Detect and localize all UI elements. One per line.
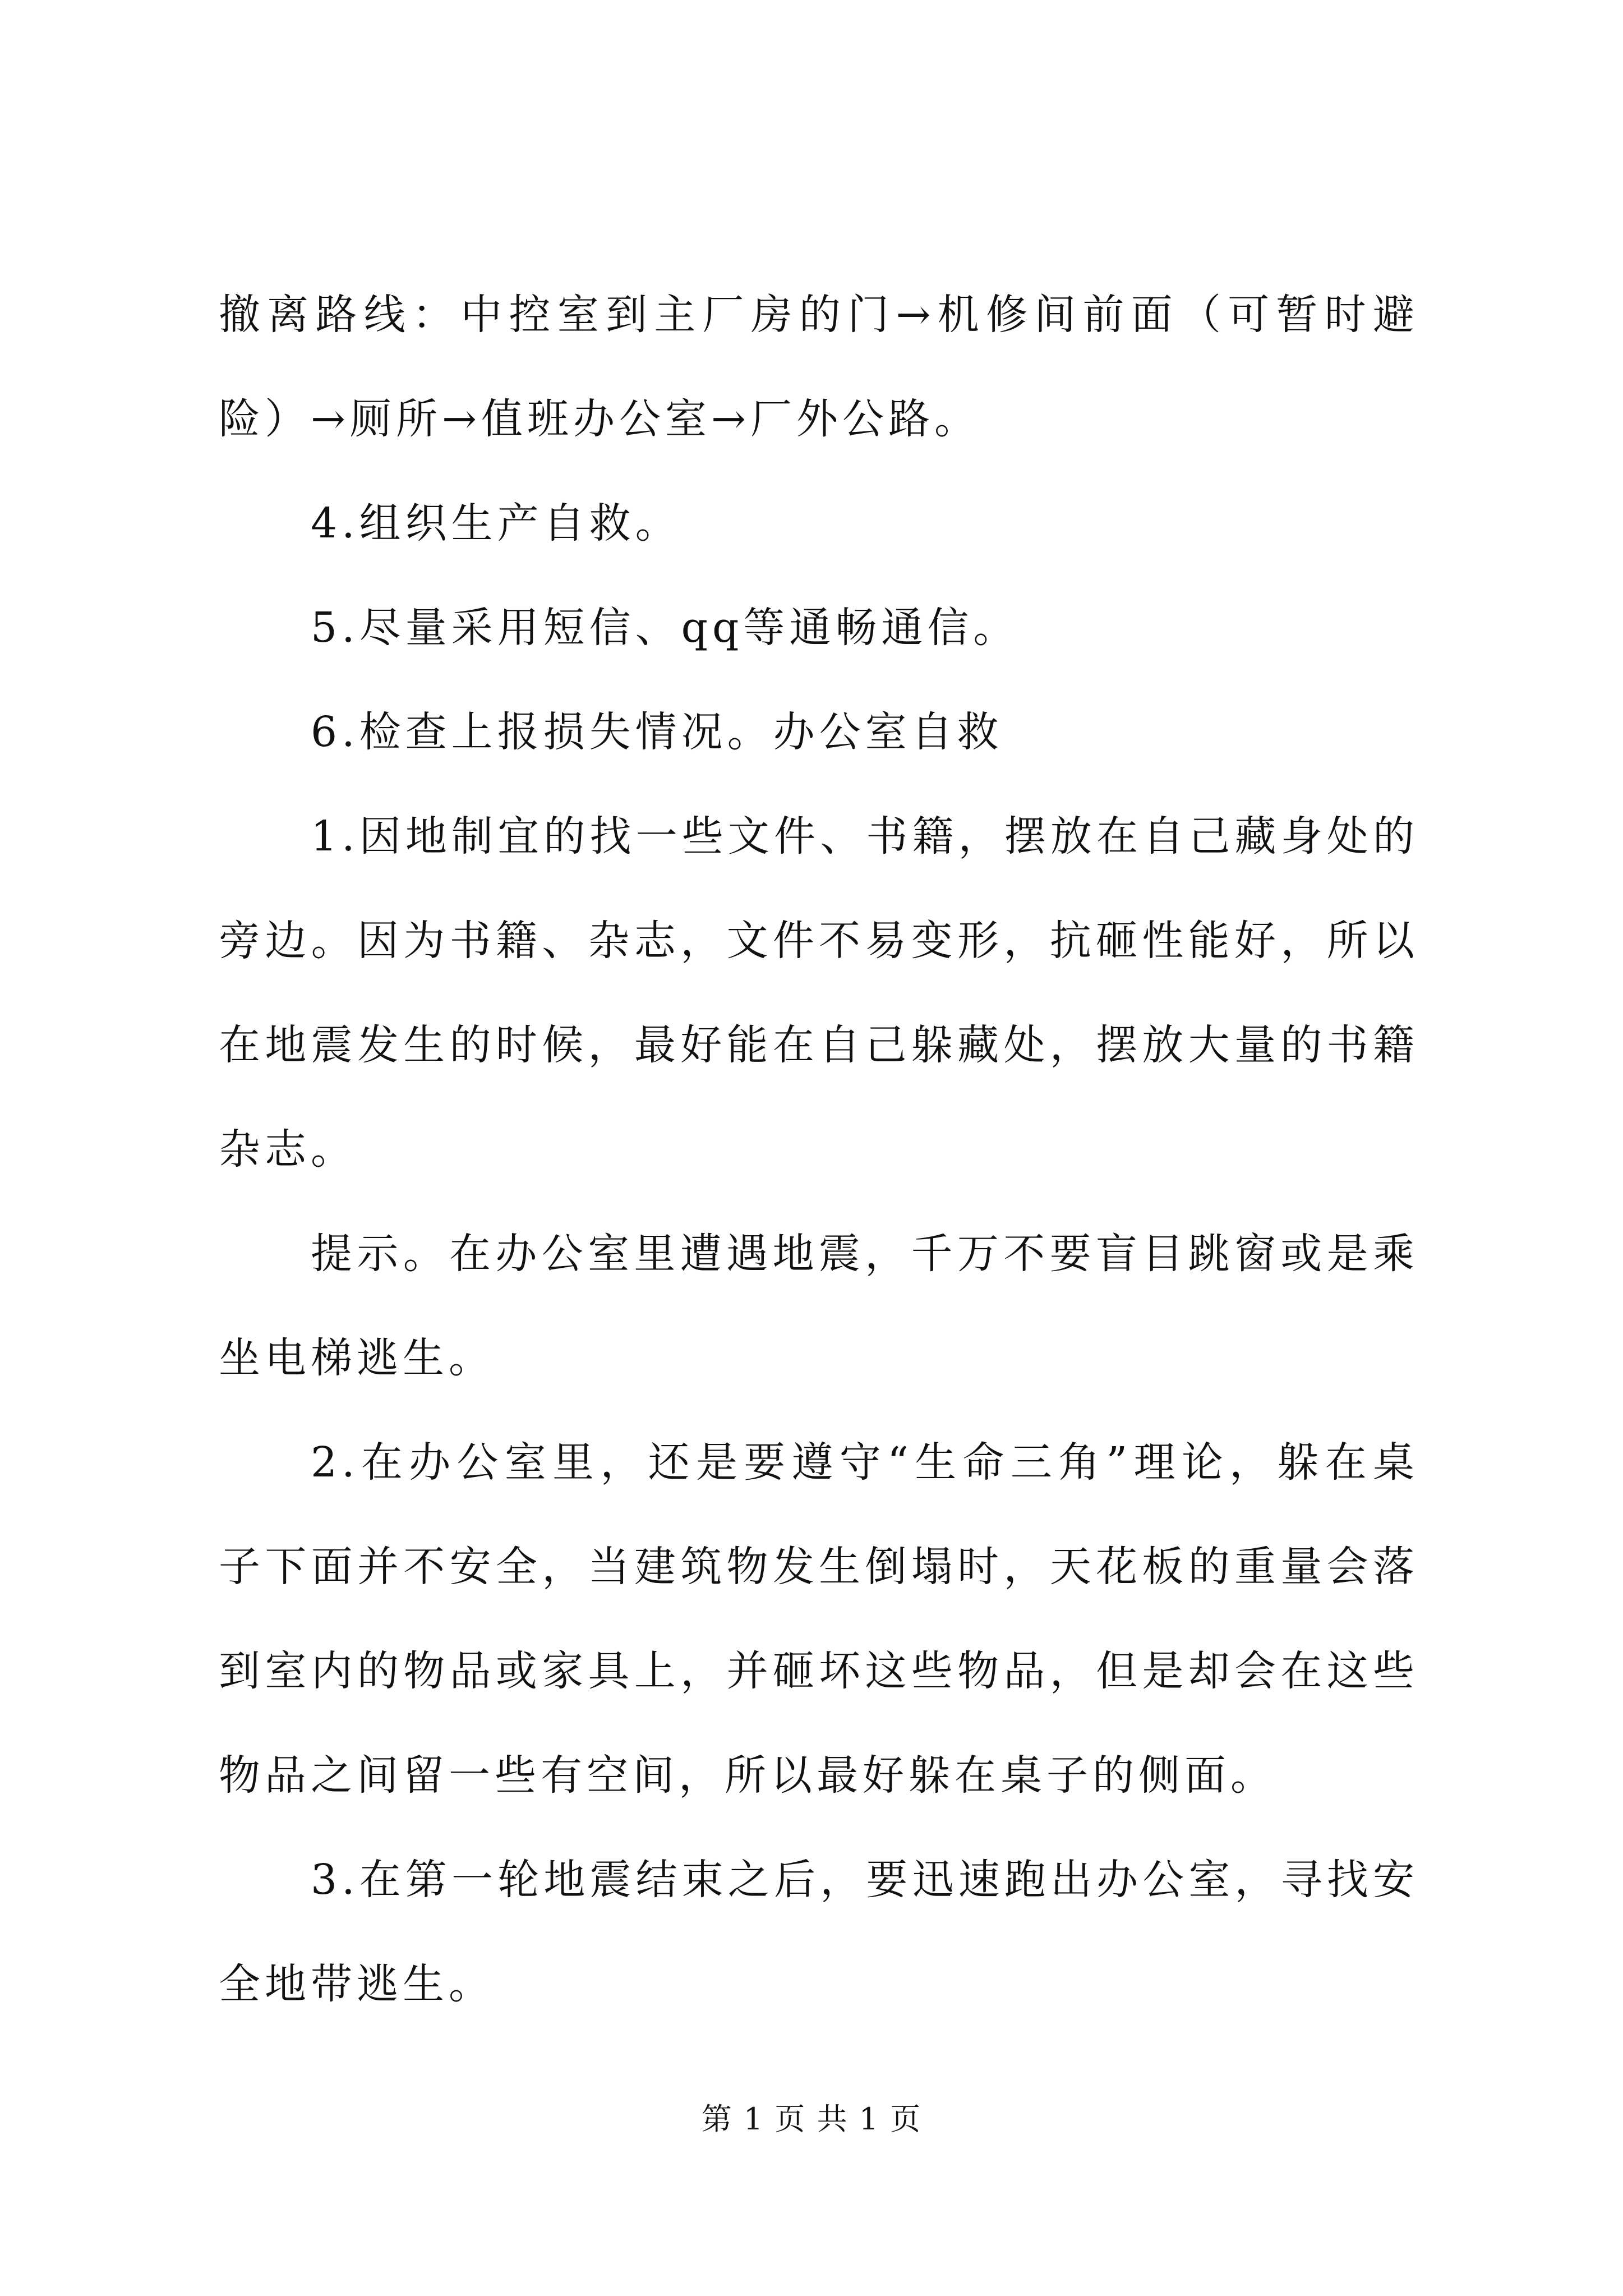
- paragraph-tip: 提示。在办公室里遭遇地震，千万不要盲目跳窗或是乘坐电梯逃生。: [219, 1230, 1419, 1382]
- body-text: [219, 263, 1419, 2036]
- paragraph-item-5: 5.尽量采用短信、qq等通畅通信。: [311, 604, 1020, 652]
- paragraph-item-6: 6.检查上报损失情况。办公室自救: [311, 708, 1003, 756]
- page-footer: 第 1 页 共 1 页: [701, 2101, 922, 2137]
- paragraph-office-item-1: 1.因地制宜的找一些文件、书籍，摆放在自己藏身处的旁边。因为书籍、杂志，文件不易变形，抗砸性能好，所以在地震发生的时候，最好能在自己躲藏处，摆放大量的书籍杂志。: [219, 812, 1419, 1174]
- paragraph-evacuation-route: 撤离路线：中控室到主厂房的门→机修间前面（可暂时避险）→厕所→值班办公室→厂外公路。: [219, 291, 1419, 443]
- paragraph-office-item-3: 3.在第一轮地震结束之后，要迅速跑出办公室，寻找安全地带逃生。: [219, 1856, 1419, 2008]
- paragraph-office-item-2: 2.在办公室里，还是要遵守“生命三角”理论，躲在桌子下面并不安全，当建筑物发生倒塌时，天花板的重量会落到室内的物品或家具上，并砸坏这些物品，但是却会在这些物品之间留一些有空间，所以最好躲在桌子的侧面。: [219, 1438, 1419, 1800]
- paragraph-item-4: 4.组织生产自救。: [311, 499, 681, 547]
